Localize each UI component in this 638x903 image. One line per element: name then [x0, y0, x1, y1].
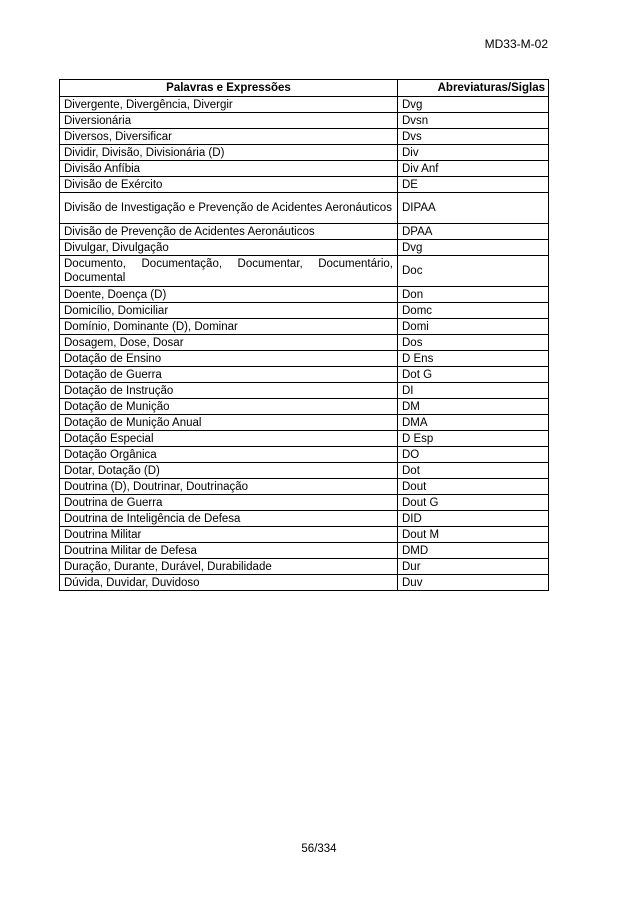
- term-cell: Dotação de Guerra: [60, 367, 398, 383]
- abbreviation-cell: DID: [398, 511, 549, 527]
- term-cell: Divulgar, Divulgação: [60, 240, 398, 256]
- column-header-abbreviations: Abreviaturas/Siglas: [398, 80, 549, 97]
- table-row: [60, 113, 549, 129]
- abbreviation-cell: Dvsn: [398, 113, 549, 129]
- table-row: [60, 303, 549, 319]
- abbreviation-cell: Dos: [398, 335, 549, 351]
- abbreviation-cell: Dur: [398, 559, 549, 575]
- term-cell: Dotação Orgânica: [60, 447, 398, 463]
- abbreviation-cell: DMA: [398, 415, 549, 431]
- abbreviation-cell: D Ens: [398, 351, 549, 367]
- term-cell: Duração, Durante, Durável, Durabilidade: [60, 559, 398, 575]
- abbreviation-cell: Div: [398, 145, 549, 161]
- table-header-row: [60, 80, 549, 97]
- abbreviation-cell: DM: [398, 399, 549, 415]
- term-cell: Doente, Doença (D): [60, 287, 398, 303]
- table-row: [60, 335, 549, 351]
- abbreviation-cell: Dot: [398, 463, 549, 479]
- table-row: [60, 256, 549, 287]
- column-header-terms: Palavras e Expressões: [60, 80, 398, 97]
- term-cell: Dotação de Ensino: [60, 351, 398, 367]
- abbreviation-cell: Doc: [398, 256, 549, 287]
- term-cell: Doutrina Militar: [60, 527, 398, 543]
- abbreviation-cell: Domc: [398, 303, 549, 319]
- term-cell: Domicílio, Domiciliar: [60, 303, 398, 319]
- abbreviation-cell: DPAA: [398, 224, 549, 240]
- term-cell: Dúvida, Duvidar, Duvidoso: [60, 575, 398, 591]
- term-cell: Doutrina (D), Doutrinar, Doutrinação: [60, 479, 398, 495]
- table-row: [60, 527, 549, 543]
- abbreviation-cell: DMD: [398, 543, 549, 559]
- term-cell: Divisão de Prevenção de Acidentes Aeronáuticos: [60, 224, 398, 240]
- table-row: [60, 479, 549, 495]
- table-row: [60, 383, 549, 399]
- abbreviation-cell: DI: [398, 383, 549, 399]
- table-row: [60, 319, 549, 335]
- table-row: [60, 161, 549, 177]
- term-cell: Divergente, Divergência, Divergir: [60, 97, 398, 113]
- table-row: [60, 129, 549, 145]
- abbreviation-cell: Dvg: [398, 240, 549, 256]
- term-cell: Doutrina de Guerra: [60, 495, 398, 511]
- abbreviation-cell: D Esp: [398, 431, 549, 447]
- term-cell: Doutrina de Inteligência de Defesa: [60, 511, 398, 527]
- table-row: [60, 287, 549, 303]
- abbreviation-cell: Dout M: [398, 527, 549, 543]
- table-row: [60, 177, 549, 193]
- term-cell: Divisão Anfíbia: [60, 161, 398, 177]
- abbreviation-cell: Div Anf: [398, 161, 549, 177]
- page-number: 56/334: [301, 843, 337, 855]
- abbreviations-table: [59, 79, 549, 591]
- term-cell: Dotação de Munição: [60, 399, 398, 415]
- term-cell: Diversionária: [60, 113, 398, 129]
- table-row: [60, 145, 549, 161]
- abbreviation-cell: Dout G: [398, 495, 549, 511]
- abbreviation-cell: Dvs: [398, 129, 549, 145]
- abbreviation-cell: DE: [398, 177, 549, 193]
- table-row: [60, 447, 549, 463]
- table-row: [60, 463, 549, 479]
- table-body: [60, 97, 549, 591]
- abbreviation-cell: DO: [398, 447, 549, 463]
- table-row: [60, 351, 549, 367]
- term-cell: Documento, Documentação, Documentar, Documentário, Documental: [60, 256, 398, 287]
- abbreviation-cell: Domi: [398, 319, 549, 335]
- term-cell: Doutrina Militar de Defesa: [60, 543, 398, 559]
- term-cell: Dotação de Munição Anual: [60, 415, 398, 431]
- abbreviation-cell: Don: [398, 287, 549, 303]
- abbreviation-cell: Dot G: [398, 367, 549, 383]
- abbreviation-cell: Dvg: [398, 97, 549, 113]
- table-row: [60, 415, 549, 431]
- term-cell: Divisão de Investigação e Prevenção de Acidentes Aeronáuticos: [60, 193, 398, 224]
- abbreviation-cell: Dout: [398, 479, 549, 495]
- table-row: [60, 575, 549, 591]
- table-row: [60, 399, 549, 415]
- term-cell: Diversos, Diversificar: [60, 129, 398, 145]
- term-cell: Divisão de Exército: [60, 177, 398, 193]
- table-row: [60, 224, 549, 240]
- table-row: [60, 511, 549, 527]
- term-cell: Dotação de Instrução: [60, 383, 398, 399]
- table-row: [60, 193, 549, 224]
- term-cell: Dividir, Divisão, Divisionária (D): [60, 145, 398, 161]
- table-row: [60, 559, 549, 575]
- abbreviation-cell: DIPAA: [398, 193, 549, 224]
- document-code: MD33-M-02: [484, 37, 548, 51]
- table-row: [60, 431, 549, 447]
- term-cell: Dosagem, Dose, Dosar: [60, 335, 398, 351]
- term-cell: Dotação Especial: [60, 431, 398, 447]
- table-row: [60, 97, 549, 113]
- table-row: [60, 240, 549, 256]
- table-row: [60, 367, 549, 383]
- term-cell: Dotar, Dotação (D): [60, 463, 398, 479]
- abbreviation-cell: Duv: [398, 575, 549, 591]
- term-cell: Domínio, Dominante (D), Dominar: [60, 319, 398, 335]
- table-row: [60, 543, 549, 559]
- table-row: [60, 495, 549, 511]
